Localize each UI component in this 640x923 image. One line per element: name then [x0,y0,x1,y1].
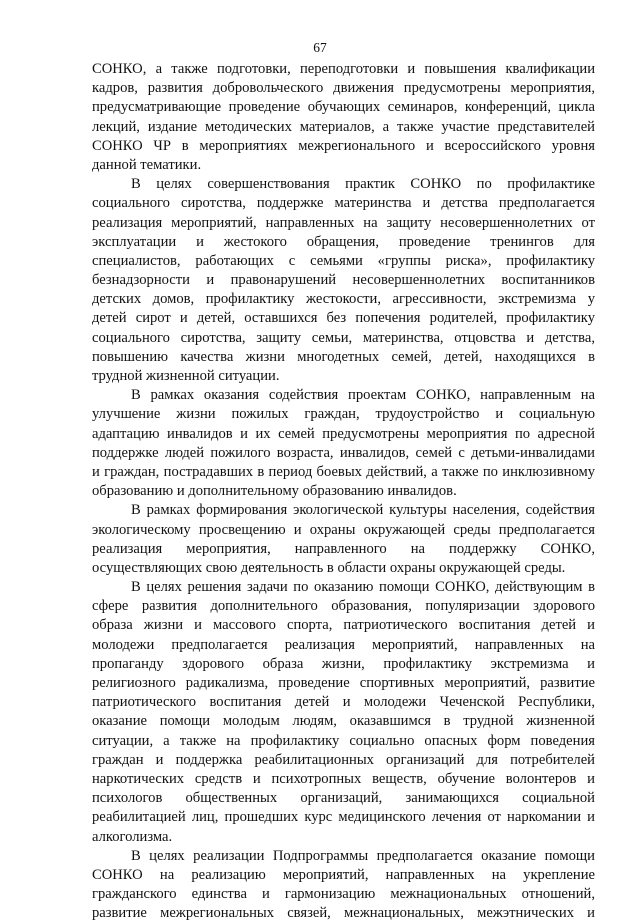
text-line: развитие межрегиональных связей, межнациональных, межэтнических и [92,905,595,922]
text-line: сфере развития дополнительного образования, популяризации здорового [92,598,595,615]
text-line: реализация мероприятий, направленных на защиту несовершеннолетних от [92,214,595,231]
text-line: повышению качества жизни многодетных семей, детей, находящихся в [92,348,595,365]
text-line: экологическому просвещению и охраны окружающей среды предполагается [92,521,595,538]
text-line: предусматривающие проведение обучающих семинаров, конференций, цикла [92,99,595,116]
text-line: социального сиротства, защиту семьи, материнства, отцовства и детства, [92,329,595,346]
text-line: и граждан, пострадавших в период боевых действий, а также по инклюзивному [92,463,595,480]
text-line: гражданского единства и гармонизацию межнациональных отношений, [92,886,595,903]
text-line: оказание помощи молодым людям, оказавшимся в трудной жизненной [92,713,595,730]
text-line: В рамках формирования экологической культуры населения, содействия [131,502,595,519]
text-line: СОНКО на реализацию мероприятий, направленных на укрепление [92,866,595,883]
text-line: детей сирот и детей, оставшихся без попечения родителей, профилактику [92,310,595,327]
text-line: религиозного радикализма, проведение спортивных мероприятий, развитие [92,675,595,691]
text-line: В целях совершенствования практик СОНКО по профилактике [131,176,595,193]
text-line: реализация мероприятия, направленного на поддержку СОНКО, [92,540,595,557]
text-line: пропаганду здорового образа жизни, профилактику экстремизма и [92,655,595,672]
text-line: психологов общественных организаций, занимающихся социальной [92,790,595,807]
text-line: граждан и поддержка реабилитационных организаций для потребителей [92,751,595,768]
text-line: СОНКО ЧР в мероприятиях межрегионального и всероссийского уровня [92,137,595,154]
text-line: образа жизни и массового спорта, патриотического воспитания детей и [92,617,595,634]
text-line: социального сиротства, поддержке материнства и детства предполагается [92,195,595,212]
text-line: В целях реализации Подпрограммы предполагается оказание помощи [131,847,595,864]
document-body [92,60,595,923]
text-line: В рамках оказания содействия проектам СОНКО, направленным на [131,387,595,404]
page-number: 67 [313,40,327,55]
text-line: данной тематики. [92,156,202,173]
text-line: реабилитацией лиц, прошедших курс медицинского лечения от наркомании и [92,809,595,826]
text-line: эксплуатации и жестокого обращения, проведение тренингов для [92,233,595,250]
text-line: трудной жизненной ситуации. [92,368,280,384]
text-line: адаптацию инвалидов и их семей предусмотрены мероприятия по адресной [92,425,595,442]
text-line: патриотического воспитания детей и молодежи Чеченской Республики, [92,694,595,711]
text-line: В целях решения задачи по оказанию помощи СОНКО, действующим в [131,579,595,596]
text-line: безнадзорности и правонарушений несовершеннолетних воспитанников [92,272,595,289]
text-line: детских домов, профилактику жестокости, агрессивности, экстремизма у [92,291,595,308]
text-line: поддержке людей пожилого возраста, инвалидов, семей с детьми-инвалидами [92,444,595,461]
text-line: ситуации, а также на профилактику социально опасных форм поведения [92,732,595,749]
text-line: образованию и дополнительному образованию инвалидов. [92,483,457,500]
text-line: молодежи предполагается реализация мероприятий, направленных на [92,636,595,653]
text-line: СОНКО, а также подготовки, переподготовки и повышения квалификации [92,61,595,77]
text-line: лекций, издание методических материалов, а также участие представителей [92,118,595,135]
text-line: алкоголизма. [92,828,173,845]
text-line: осуществляющих свою деятельность в области охраны окружающей среды. [92,559,566,576]
text-line: специалистов, работающих с семьями «группы риска», профилактику [92,252,595,269]
text-line: улучшение жизни пожилых граждан, трудоустройство и социальную [92,406,595,423]
text-line: кадров, развития добровольческого движения предусмотрены мероприятия, [92,80,595,97]
text-line: наркотических средств и психотропных веществ, обучение волонтеров и [92,770,595,787]
